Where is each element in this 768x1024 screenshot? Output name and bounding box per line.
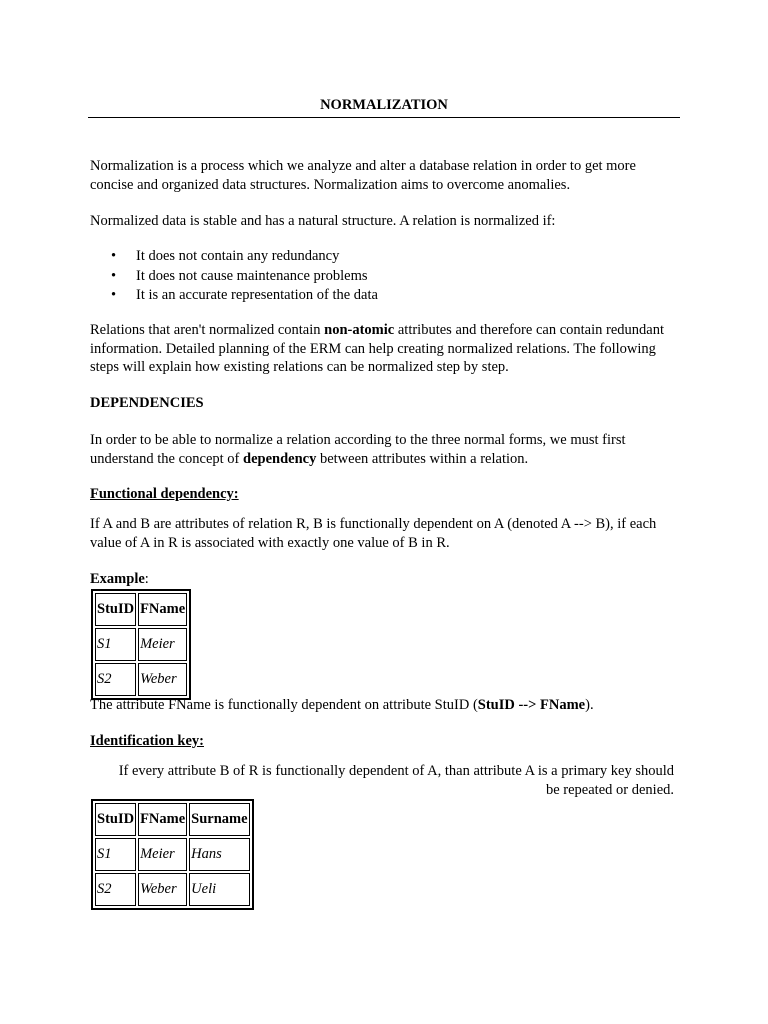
bullet-icon: • (111, 287, 117, 303)
table-header-row (95, 803, 250, 836)
list-item: • It does not cause maintenance problems (111, 267, 368, 284)
table-cell: S1 (95, 628, 136, 661)
identification-key-table (91, 799, 254, 910)
table-header-cell: FName (138, 593, 187, 626)
table-header-cell: Surname (189, 803, 249, 836)
list-item: • It is an accurate representation of the data (111, 287, 378, 303)
table-row (95, 628, 187, 661)
normalized-definition-paragraph: Normalized data is stable and has a natural structure. A relation is normalized if: (90, 213, 556, 229)
page-title: NORMALIZATION (88, 96, 680, 118)
example-caption: The attribute FName is functionally dependent on attribute StuID (StuID --> FName). (90, 697, 594, 713)
list-item: • It does not contain any redundancy (111, 248, 340, 264)
functional-dependency-heading: Functional dependency: (90, 486, 239, 502)
functional-dependency-paragraph: If A and B are attributes of relation R, B is functionally dependent on A (denoted A --> B), if each value of A in R is associated with exactly one value of B in R. (90, 516, 657, 551)
table-cell: S1 (95, 838, 136, 871)
table-row (95, 873, 250, 906)
table-cell: Meier (138, 628, 187, 661)
table-cell: Meier (138, 838, 187, 871)
table-row (95, 663, 187, 696)
normalized-conditions-list (90, 247, 378, 306)
table-cell: Ueli (189, 873, 249, 906)
non-atomic-paragraph: Relations that aren't normalized contain non-atomic attributes and therefore can contain redundant information. Detailed planning of the ERM can help creating normalized relations. The following steps will explain how existing relations can be normalized step by step. (90, 322, 664, 375)
table-header-cell: FName (138, 803, 187, 836)
dependencies-paragraph: In order to be able to normalize a relation according to the three normal forms, we must first understand the concept of dependency between attributes within a relation. (90, 432, 626, 467)
table-header-cell: StuID (95, 593, 136, 626)
dependency-notation: StuID --> FName (477, 697, 586, 713)
dependencies-heading: DEPENDENCIES (90, 395, 204, 411)
bullet-icon: • (111, 248, 117, 264)
table-header-cell: StuID (95, 803, 136, 836)
bullet-icon: • (111, 267, 117, 284)
dependency-term: dependency (243, 450, 317, 467)
example-label: Example: (90, 571, 149, 587)
identification-key-line-2: be repeated or denied. (545, 782, 674, 798)
non-atomic-term: non-atomic (324, 322, 395, 338)
table-cell: S2 (95, 663, 136, 696)
identification-key-heading: Identification key: (90, 733, 204, 749)
table-header-row (95, 593, 187, 626)
example-table (91, 589, 191, 700)
intro-paragraph: Normalization is a process which we analyze and alter a database relation in order to get more concise and organized data structures. Normalization aims to overcome anomalies. (90, 158, 636, 193)
table-cell: Hans (189, 838, 249, 871)
table-cell: Weber (138, 873, 187, 906)
table-row (95, 838, 250, 871)
identification-key-line-1: If every attribute B of R is functionally dependent of A, than attribute A is a primary key should (118, 763, 674, 779)
table-cell: S2 (95, 873, 136, 906)
table-cell: Weber (138, 663, 187, 696)
